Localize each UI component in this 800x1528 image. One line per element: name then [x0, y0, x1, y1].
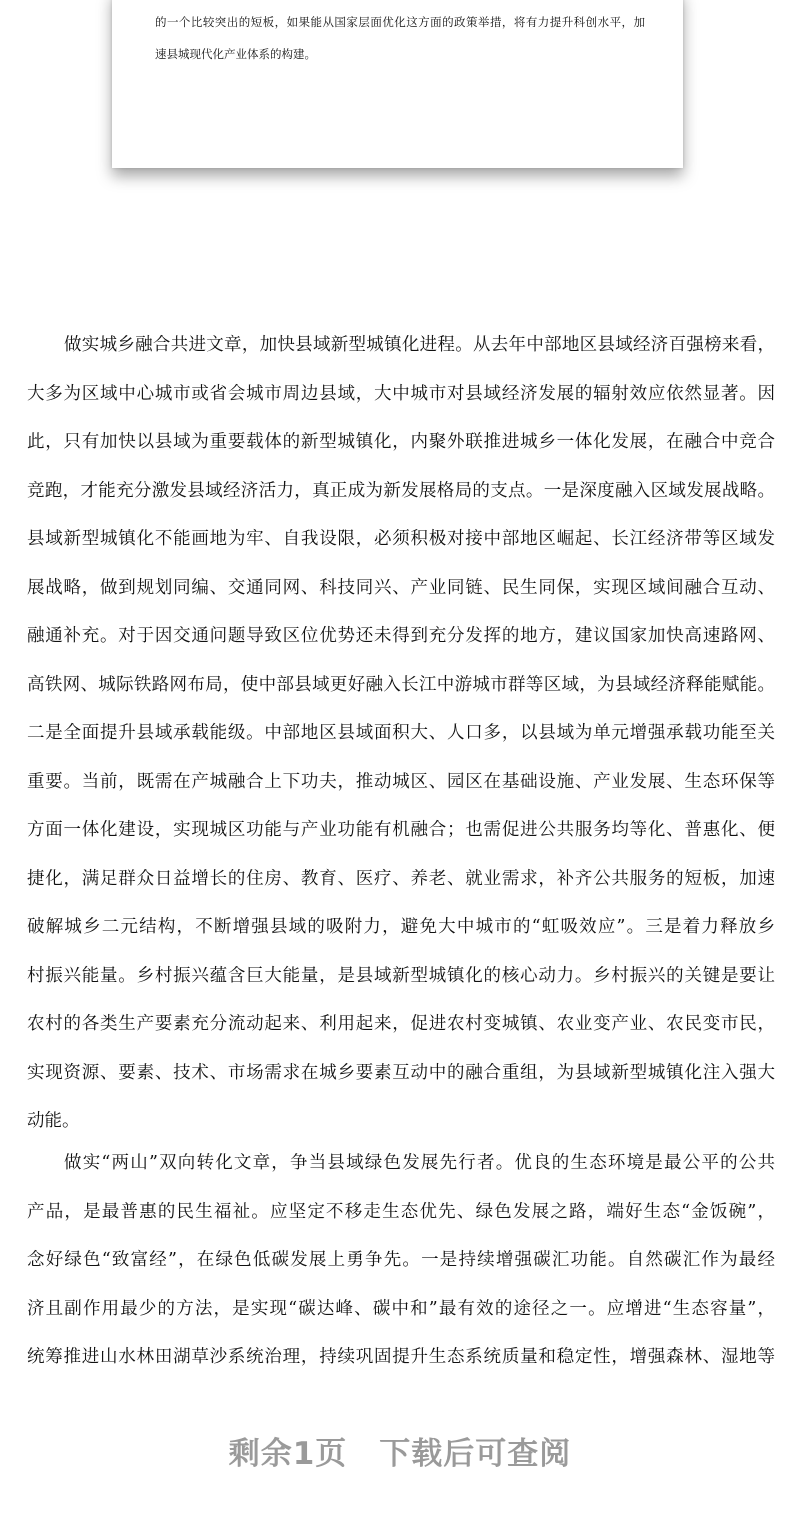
paragraph-line: 实现资源、要素、技术、市场需求在城乡要素互动中的融合重组，为县域新型城镇化注入强大 — [27, 1062, 775, 1083]
paragraph-line: 做实城乡融合共进文章，加快县域新型城镇化进程。从去年中部地区县域经济百强榜来看， — [64, 335, 775, 355]
paragraph-line: 念好绿色“致富经”，在绿色低碳发展上勇争先。一是持续增强碳汇功能。自然碳汇作为最经 — [27, 1250, 775, 1270]
paragraph-line: 县域新型城镇化不能画地为牢、自我设限，必须积极对接中部地区崛起、长江经济带等区域发 — [27, 529, 775, 549]
paragraph-line: 统筹推进山水林田湖草沙系统治理，持续巩固提升生态系统质量和稳定性，增强森林、湿地等 — [27, 1347, 775, 1367]
paragraph-line: 做实“两山”双向转化文章，争当县域绿色发展先行者。优良的生态环境是最公平的公共 — [64, 1153, 775, 1173]
prev-page-line: 的一个比较突出的短板，如果能从国家层面优化这方面的政策举措，将有力提升科创水平，加 — [155, 15, 645, 29]
paragraph-line: 二是全面提升县域承载能级。中部地区县域面积大、人口多，以县域为单元增强承载功能至关 — [27, 723, 775, 743]
paragraph-line: 融通补充。对于因交通问题导致区位优势还未得到充分发挥的地方，建议国家加快高速路网、 — [27, 626, 775, 646]
paragraph-line: 村振兴能量。乡村振兴蕴含巨大能量，是县域新型城镇化的核心动力。乡村振兴的关键是要让 — [27, 965, 775, 986]
paragraph-line: 重要。当前，既需在产城融合上下功夫，推动城区、园区在基础设施、产业发展、生态环保等 — [27, 771, 775, 792]
paragraph-line: 捷化，满足群众日益增长的住房、教育、医疗、养老、就业需求，补齐公共服务的短板，加速 — [27, 868, 775, 889]
paragraph-line: 济且副作用最少的方法，是实现“碳达峰、碳中和”最有效的途径之一。应增进“生态容量”， — [27, 1298, 775, 1319]
paragraph-line: 竞跑，才能充分激发县域经济活力，真正成为新发展格局的支点。一是深度融入区域发展战略。 — [27, 480, 775, 501]
paragraph-line: 展战略，做到规划同编、交通同网、科技同兴、产业同链、民生同保，实现区域间融合互动、 — [27, 577, 775, 598]
paragraph-line: 方面一体化建设，实现城区功能与产业功能有机融合；也需促进公共服务均等化、普惠化、便 — [27, 820, 775, 840]
paragraph-line: 此，只有加快以县域为重要载体的新型城镇化，内聚外联推进城乡一体化发展，在融合中竞合 — [27, 432, 775, 452]
paragraph-line: 破解城乡二元结构，不断增强县域的吸附力，避免大中城市的“虹吸效应”。三是着力释放乡 — [27, 917, 775, 937]
paragraph-line: 高铁网、城际铁路网布局，使中部县域更好融入长江中游城市群等区域，为县域经济释能赋能。 — [27, 674, 775, 695]
prev-page-line: 速县城现代化产业体系的构建。 — [155, 47, 316, 61]
paragraph-line: 大多为区域中心城市或省会城市周边县域，大中城市对县域经济发展的辐射效应依然显著。因 — [27, 383, 775, 404]
paragraph-line: 产品，是最普惠的民生福祉。应坚定不移走生态优先、绿色发展之路，端好生态“金饭碗”， — [27, 1201, 775, 1222]
paragraph-line: 动能。 — [27, 1111, 80, 1131]
previous-page-card — [112, 0, 683, 168]
paragraph-line: 农村的各类生产要素充分流动起来、利用起来，促进农村变城镇、农业变产业、农民变市民， — [27, 1014, 775, 1034]
download-prompt[interactable]: 剩余1页 下载后可查阅 — [228, 1436, 572, 1472]
